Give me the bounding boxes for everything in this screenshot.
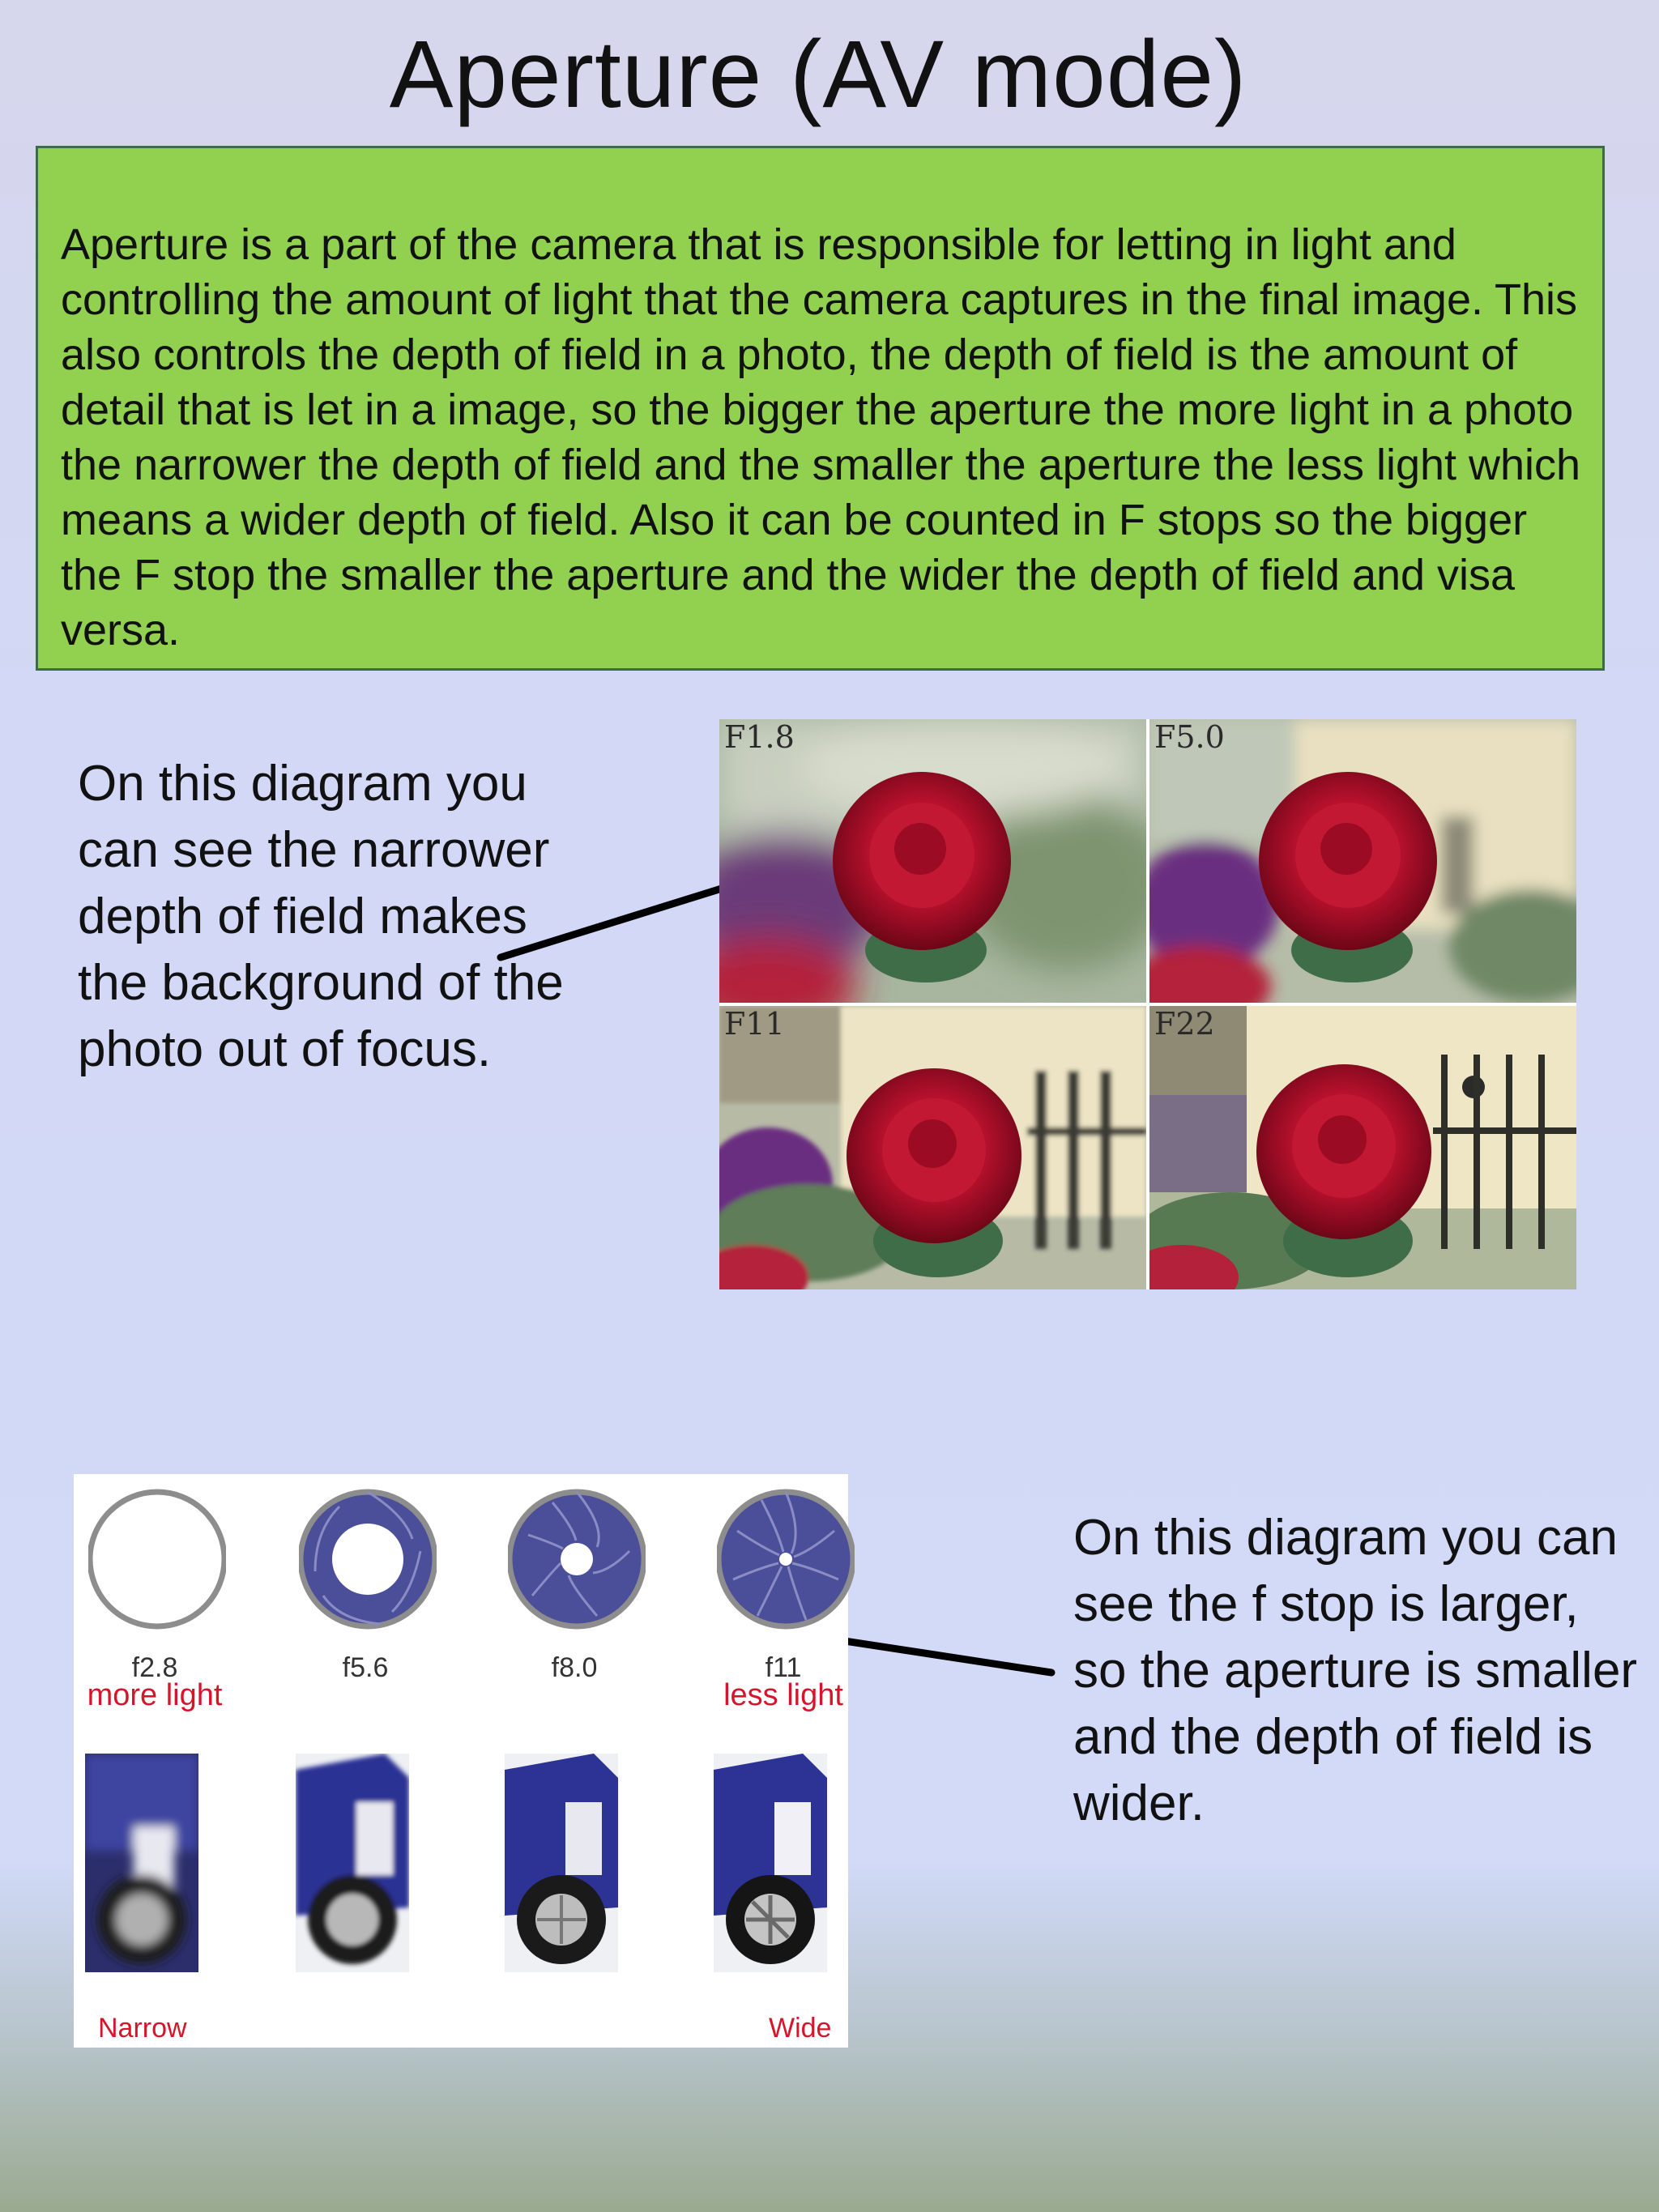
less-light-label: less light	[723, 1678, 843, 1712]
aperture-open-icon	[88, 1482, 226, 1636]
car-f5-6-image	[296, 1754, 409, 1972]
rose-label-4: F22	[1154, 1006, 1215, 1042]
aperture-tiny-icon	[717, 1482, 855, 1636]
aperture-column-f11	[702, 1474, 896, 2048]
rose-label-3: F11	[724, 1006, 785, 1042]
aperture-column-f2-8	[74, 1474, 267, 2048]
rose-label-1: F1.8	[724, 719, 795, 755]
rose-caption: On this diagram you can see the narrower depth of field makes the background of the photo out of focus.	[78, 756, 564, 1077]
rose-cell-f22	[1149, 1006, 1576, 1289]
more-light-label: more light	[87, 1678, 223, 1712]
rose-comparison-image	[719, 719, 1576, 1289]
narrow-label: Narrow	[98, 2013, 187, 2044]
description-text: Aperture is a part of the camera that is responsible for letting in light and controlling the amount of light that the camera captures in the final image. This also controls the depth of field in a photo, the depth of field is the amount of detail that is let in a image, so the bigger the aperture the more light in a photo the narrower the depth of field and the smaller the aperture the less light which means a wider depth of field. Also it can be counted in F stops so the bigger the F stop the smaller the aperture and the wider the depth of field and visa versa.	[61, 220, 1581, 654]
aperture-column-f5-6	[284, 1474, 478, 2048]
car-narrow-image	[85, 1754, 198, 1972]
rose-cell-f1-8	[719, 719, 1146, 1003]
rose-label-2: F5.0	[1154, 719, 1225, 755]
fstop-label-2: f5.6	[342, 1652, 389, 1683]
car-wide-image	[714, 1754, 827, 1972]
fstop-label-3: f8.0	[551, 1652, 598, 1683]
rose-cell-f11	[719, 1006, 1146, 1289]
aperture-medium-icon	[299, 1482, 437, 1636]
aperture-caption: On this diagram you can see the f stop is larger, so the aperture is smaller and the depth of field is wider.	[1073, 1510, 1638, 1831]
fstop-label-1: f2.8	[131, 1652, 178, 1683]
aperture-small-icon	[508, 1482, 646, 1636]
fstop-label-4: f11	[765, 1652, 802, 1683]
page-title: Aperture (AV mode)	[389, 21, 1247, 128]
aperture-column-f8-0	[493, 1474, 687, 2048]
wide-label: Wide	[769, 2013, 832, 2044]
car-f8-image	[505, 1754, 618, 1972]
rose-cell-f5-0	[1149, 719, 1576, 1003]
aperture-diagram	[74, 1474, 848, 2048]
